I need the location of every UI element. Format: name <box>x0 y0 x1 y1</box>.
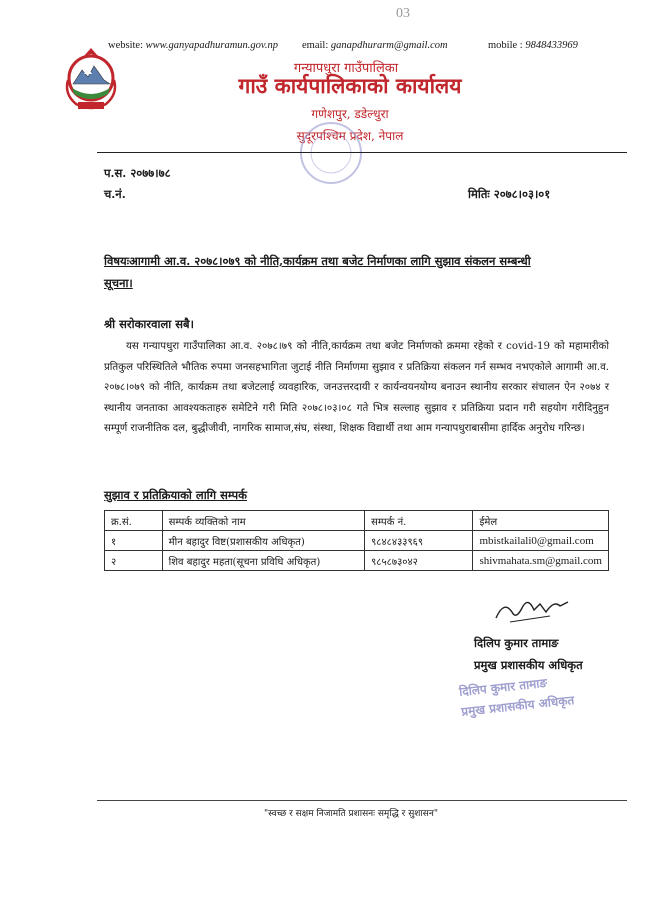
website-line <box>108 40 278 51</box>
office-province: सुदूरपश्चिम प्रदेश, नेपाल <box>296 129 404 143</box>
email-label: email: <box>302 40 329 51</box>
subject-line-2: सूचना। <box>104 276 133 290</box>
letter-body: यस गन्यापधुरा गाउँपालिका आ.व. २०७८।७९ को नीति,कार्यक्रम तथा बजेट निर्माणको क्रममा रहेको र covid-19 को महामारीको प्रतिकुल परिस्थितिले भौतिक रुपमा जनसहभागिता जुटाई नीति निर्माणमा सुझाव र प्रतिक्रिया संकलन गर्न सम्भव नभएकोले आगामी आ.व. २०७८।०७९ को नीति, कार्यक्रम तथा बजेटलाई व्यवहारिक, जनउत्तरदायी र कार्यन्वयनयोग्य बनाउन स्थानीय सरकार संचालन ऐन २०७४ र स्थानीय जनताका आवश्यकताहरु समेटिने गरी मिति २०७८।०३।०८ गते भित्र सल्लाह सुझाव र प्रतिक्रिया प्रदान गरी सहयोग गरीदिनुहुन सम्पूर्ण राजनीतिक दल, बुद्धीजीवी, नागरिक सामाज,संघ, संस्था, शिक्षक विद्यार्थी तथा आम गन्यापधुराबासीमा हार्दिक अनुरोध गरिन्छ। <box>104 341 609 435</box>
mobile-label: mobile : <box>488 40 523 51</box>
name-stamp <box>458 670 575 722</box>
office-title: गाउँ कार्यपालिकाको कार्यालय <box>238 73 462 98</box>
stamp-title: प्रमुख प्रशासकीय अधिकृत <box>460 693 575 719</box>
cell-email[interactable]: mbistkailali0@gmail.com <box>473 531 609 551</box>
mobile-number: 9848433969 <box>525 40 578 51</box>
header-divider <box>97 152 627 153</box>
signatory-title: प्रमुख प्रशासकीय अधिकृत <box>474 658 583 672</box>
email-link[interactable]: ganapdhurarm@gmail.com <box>330 40 448 51</box>
signatory-name: दिलिप कुमार तामाङ <box>474 636 559 650</box>
handwritten-mark: 03 <box>396 6 410 21</box>
subject <box>104 250 599 294</box>
cell-serial: १ <box>105 531 163 551</box>
website-label: website: <box>108 40 143 51</box>
letter-date: मितिः २०७८।०३।०१ <box>468 187 551 201</box>
footer-divider <box>97 800 627 801</box>
cell-name: शिव बहादुर महता(सूचना प्रविधि अधिकृत) <box>162 551 364 571</box>
cell-phone: ९८५८७३०४२ <box>365 551 473 571</box>
header-email: ईमेल <box>473 511 609 531</box>
municipality-name: गन्यापधुरा गाउँपालिका <box>293 61 399 76</box>
footer-motto: "स्वच्छ र सक्षम निजामति प्रशासनः समृद्धि र सुशासन" <box>264 809 438 819</box>
email-line <box>302 40 448 51</box>
contacts-table <box>104 510 609 571</box>
table-row <box>105 531 609 551</box>
stamp-name: दिलिप कुमार तामाङ <box>458 675 548 699</box>
subject-line-1: विषयःआगामी आ.व. २०७८।०७९ को नीति,कार्यक्रम तथा बजेट निर्माणका लागि सुझाव संकलन सम्बन्धी <box>104 254 531 268</box>
website-link[interactable]: www.ganyapadhuramun.gov.np <box>145 40 278 51</box>
reference-number: प.स. २०७७।७८ <box>104 166 171 180</box>
dispatch-number: च.नं. <box>104 187 126 201</box>
cell-phone: ९८४८४३३९६९ <box>365 531 473 551</box>
handwritten-signature <box>490 590 580 630</box>
cell-serial: २ <box>105 551 163 571</box>
header-phone: सम्पर्क नं. <box>365 511 473 531</box>
cell-name: मीन बहादुर विष्ट(प्रशासकीय अधिकृत) <box>162 531 364 551</box>
header-name: सम्पर्क व्यक्तिको नाम <box>162 511 364 531</box>
cell-email[interactable]: shivmahata.sm@gmail.com <box>473 551 609 571</box>
mobile-line <box>488 40 578 51</box>
header-serial: क्र.सं. <box>105 511 163 531</box>
salutation: श्री सरोकारवाला सबै। <box>104 317 194 331</box>
office-seal <box>296 118 366 188</box>
table-row <box>105 551 609 571</box>
office-address: गणेशपुर, डडेल्धुरा <box>311 107 389 121</box>
contacts-title: सुझाव र प्रतिक्रियाको लागि सम्पर्क <box>104 488 247 502</box>
table-header-row <box>105 511 609 531</box>
